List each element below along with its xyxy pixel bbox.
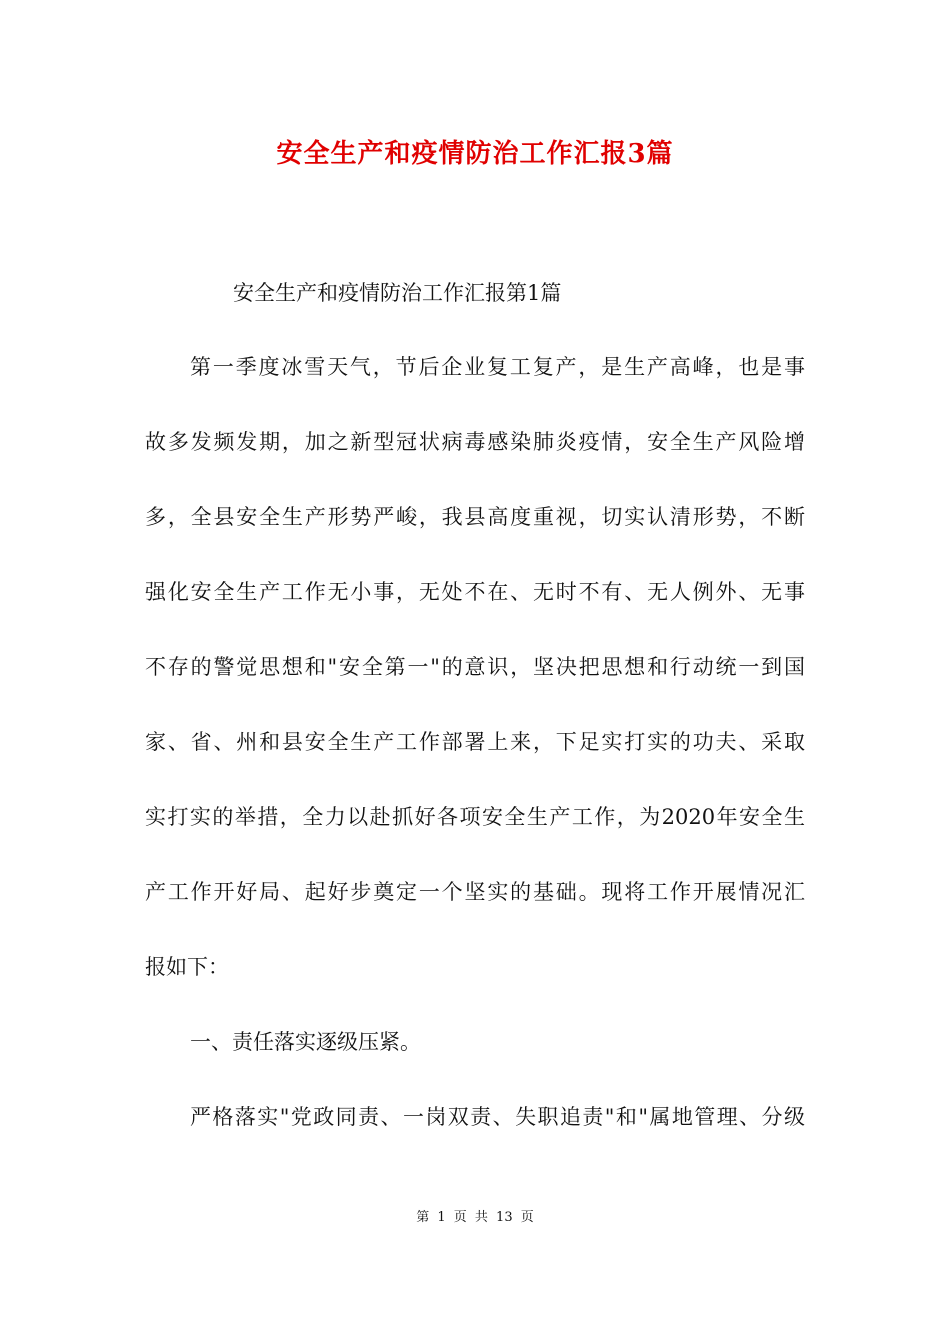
section-title: 安全生产和疫情防治工作汇报第1篇	[233, 281, 562, 305]
paragraph-line: 故多发频发期，加之新型冠状病毒感染肺炎疫情，安全生产风险增	[145, 430, 805, 454]
paragraph-line: 不存的警觉思想和"安全第一"的意识，坚决把思想和行动统一到国	[145, 655, 805, 679]
document-title: 安全生产和疫情防治工作汇报3篇	[276, 139, 674, 169]
paragraph-line: 报如下：	[145, 955, 229, 979]
paragraph-2-line: 严格落实"党政同责、一岗双责、失职追责"和"属地管理、分级	[190, 1105, 805, 1129]
paragraph-line: 实打实的举措，全力以赴抓好各项安全生产工作，为2020年安全生	[145, 805, 805, 829]
section-heading: 一、责任落实逐级压紧。	[190, 1030, 421, 1054]
paragraph-line: 多，全县安全生产形势严峻，我县高度重视，切实认清形势，不断	[145, 505, 805, 529]
paragraph-line: 第一季度冰雪天气，节后企业复工复产，是生产高峰，也是事	[190, 355, 805, 379]
paragraph-line: 家、省、州和县安全生产工作部署上来，下足实打实的功夫、采取	[145, 730, 805, 754]
page-footer: 第 1 页 共 13 页	[416, 1210, 534, 1225]
paragraph-line: 产工作开好局、起好步奠定一个坚实的基础。现将工作开展情况汇	[145, 880, 805, 904]
paragraph-line: 强化安全生产工作无小事，无处不在、无时不有、无人例外、无事	[145, 580, 805, 604]
